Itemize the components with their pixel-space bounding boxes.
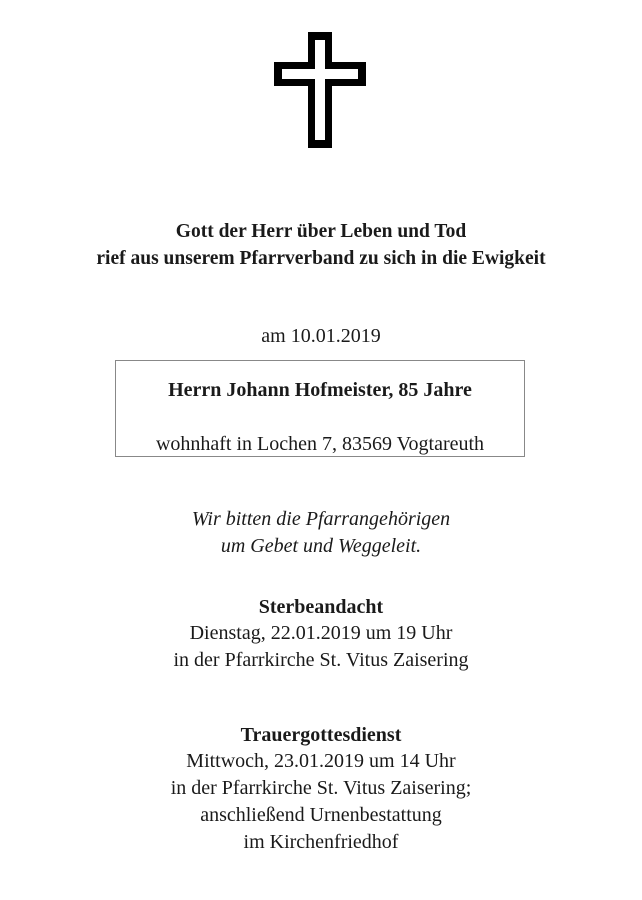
trauergottesdienst-cemetery: im Kirchenfriedhof (243, 831, 399, 853)
sterbeandacht-title: Sterbeandacht (258, 596, 384, 618)
trauergottesdienst-burial: anschließend Urnenbestattung (200, 804, 442, 826)
cross-icon (274, 32, 366, 148)
deceased-name: Herrn Johann Hofmeister, 85 Jahre (168, 379, 472, 401)
date-of-death: am 10.01.2019 (261, 325, 381, 347)
request-line-2: um Gebet und Weggeleit. (220, 535, 422, 557)
sterbeandacht-date: Dienstag, 22.01.2019 um 19 Uhr (189, 622, 453, 644)
intro-line-1: Gott der Herr über Leben und Tod (175, 221, 467, 242)
intro-line-2: rief aus unserem Pfarrverband zu sich in die Ewigkeit (96, 248, 546, 269)
sterbeandacht-location: in der Pfarrkirche St. Vitus Zaisering (173, 649, 469, 671)
trauergottesdienst-date: Mittwoch, 23.01.2019 um 14 Uhr (186, 750, 456, 772)
deceased-address: wohnhaft in Lochen 7, 83569 Vogtareuth (155, 433, 485, 455)
request-line-1: Wir bitten die Pfarrangehörigen (191, 508, 451, 530)
deceased-box (115, 360, 525, 457)
trauergottesdienst-location: in der Pfarrkirche St. Vitus Zaisering; (170, 777, 472, 799)
trauergottesdienst-title: Trauergottesdienst (240, 724, 402, 746)
